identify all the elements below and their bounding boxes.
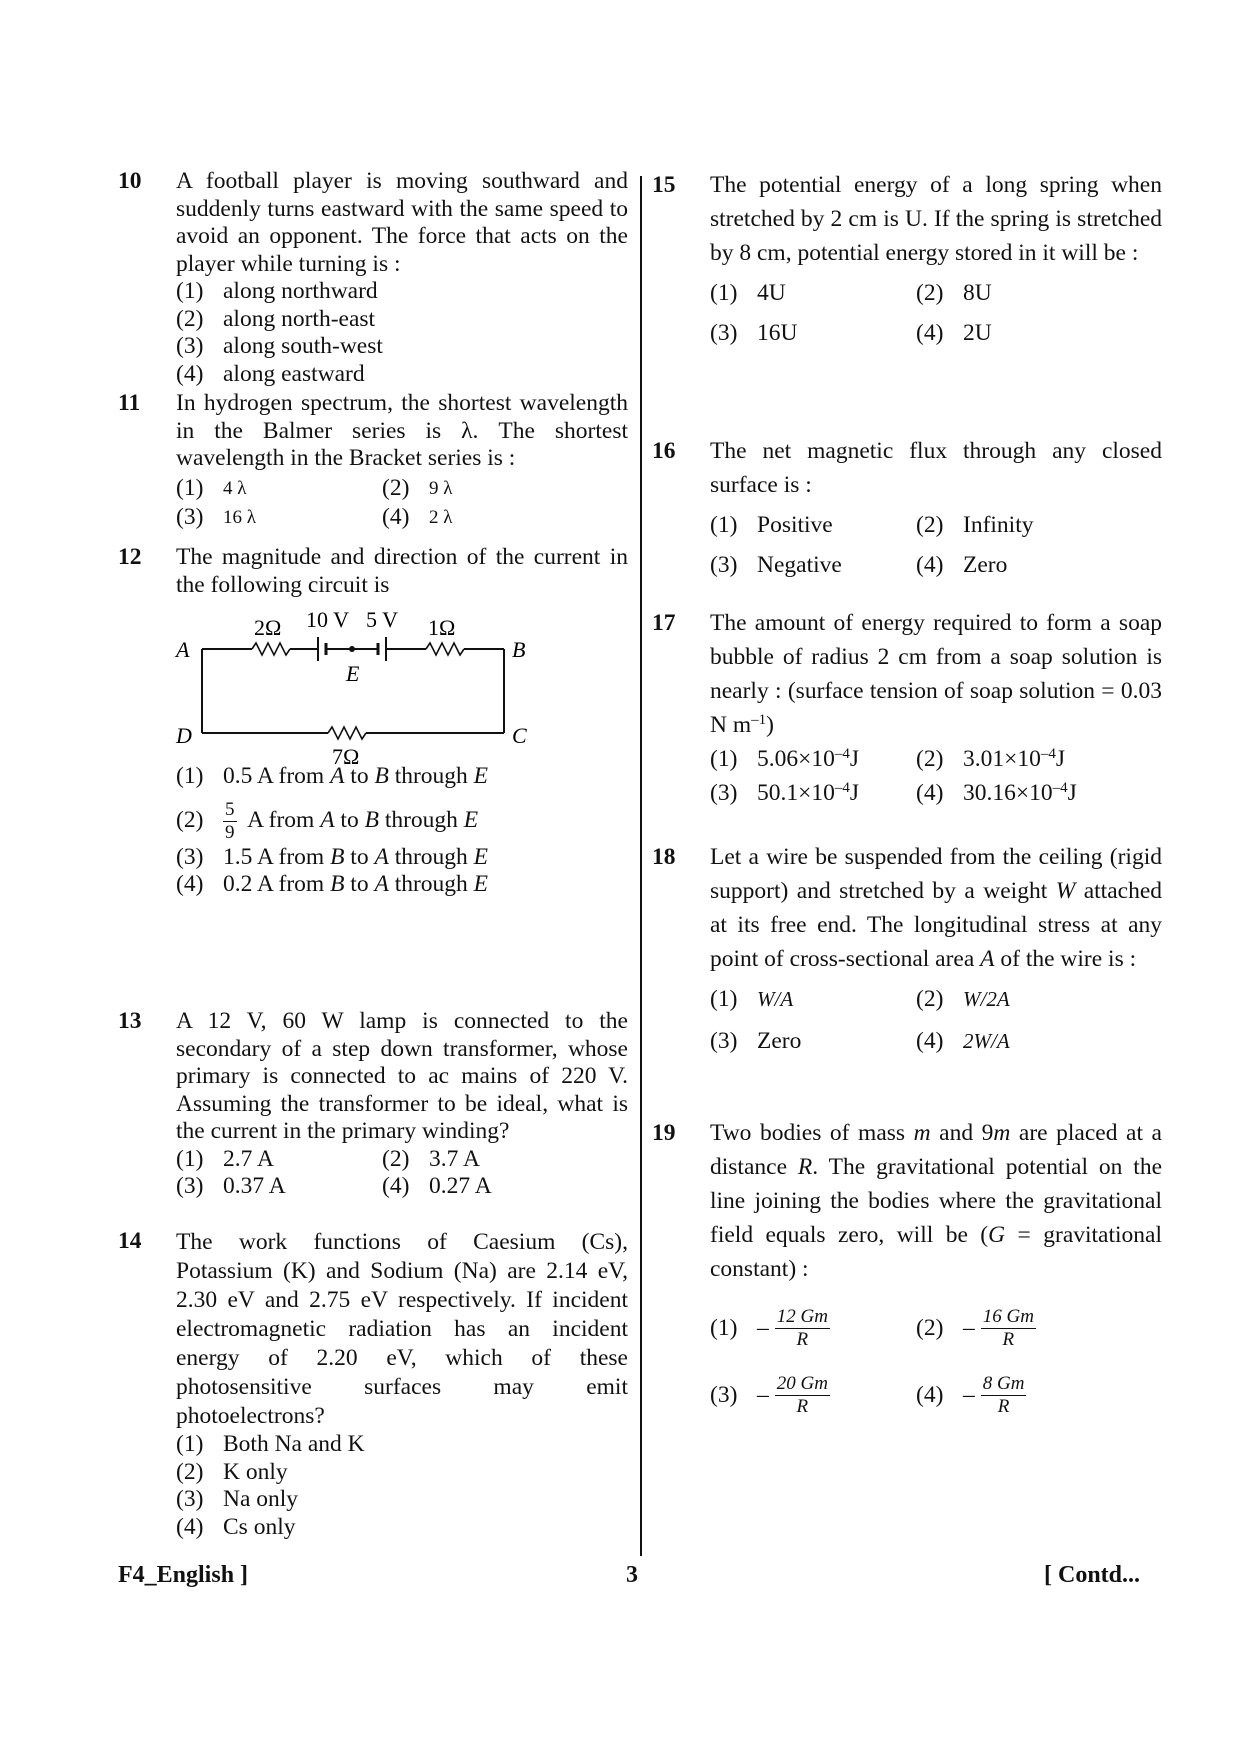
option-3[interactable]: (3) 16 λ <box>176 504 256 530</box>
node-a-label: A <box>176 637 190 662</box>
option-1[interactable]: (1) Positive <box>710 512 833 538</box>
question-text: The work functions of Caesium (Cs), Potassium (K) and Sodium (Na) are 2.14 eV, 2.30 eV and 2.75 eV respectively. If incident electromagnetic radiation has an incident energy of 2.20 eV, which of these photosensitive surfaces may emit photoelectrons? <box>176 1229 628 1429</box>
resistor-2-ohm-label: 2Ω <box>254 615 282 640</box>
question-text: A 12 V, 60 W lamp is connected to the secondary of a step down transformer, whose primary is connected to ac mains of 220 V. Assuming the transformer to be ideal, what is the current in the primary winding? <box>176 1008 628 1144</box>
option-3[interactable]: (3) Na only <box>176 1486 299 1512</box>
question-text: The potential energy of a long spring when stretched by 2 cm is U. If the spring is stretched by 8 cm, potential energy stored in it will be : <box>710 172 1162 266</box>
option-1[interactable]: (1) 4 λ <box>176 474 247 501</box>
option-4[interactable]: (4) 0.27 A <box>382 1173 492 1199</box>
option-2[interactable]: (2) 8U <box>916 280 992 306</box>
option-2[interactable]: (2) K only <box>176 1458 288 1485</box>
question-number: 14 <box>118 1228 142 1254</box>
option-1[interactable]: (1) 2.7 A <box>176 1145 274 1172</box>
option-2[interactable]: (2) W/2A <box>916 986 1010 1012</box>
option-3[interactable]: (3) Zero <box>710 1027 802 1054</box>
option-4[interactable]: (4) 2W/A <box>916 1027 1010 1054</box>
question-number: 15 <box>652 172 676 198</box>
node-b-label: B <box>512 637 526 662</box>
question-number: 17 <box>652 610 676 636</box>
option-3[interactable]: (3) – $\frac{20 Gm}{R}$ <box>710 1373 828 1417</box>
question-text: The magnitude and direction of the current in the following circuit is <box>176 544 628 598</box>
circuit-diagram <box>170 601 570 767</box>
resistor-1-ohm-label: 1Ω <box>428 615 456 640</box>
node-c-label: C <box>512 723 527 748</box>
option-2[interactable]: (2) along north-east <box>176 305 376 332</box>
cell-5v-label: 5 V <box>366 607 398 632</box>
question-number: 18 <box>652 844 676 870</box>
option-2[interactable]: (2) 3.7 A <box>382 1145 480 1172</box>
question-text: The net magnetic flux through any closed surface is : <box>710 438 1162 498</box>
option-2[interactable]: (2) $\frac{5}{9}$ A from A to B through E <box>176 798 479 843</box>
option-4[interactable]: (4) 2U <box>916 319 992 346</box>
footer-contd: [ Contd... <box>1044 1562 1141 1588</box>
column-divider <box>640 176 642 1556</box>
option-1[interactable]: (1) – $\frac{12 Gm}{R}$ <box>710 1306 828 1350</box>
footer-page-number: 3 <box>626 1562 638 1588</box>
question-number: 19 <box>652 1120 676 1146</box>
option-4[interactable]: (4) Cs only <box>176 1513 296 1540</box>
option-4[interactable]: (4) Zero <box>916 551 1008 578</box>
option-3[interactable]: (3) 0.37 A <box>176 1173 286 1199</box>
option-1[interactable]: (1) 4U <box>710 280 786 306</box>
option-1[interactable]: (1) 0.5 A from A to B through E <box>176 763 489 789</box>
question-text: Let a wire be suspended from the ceiling (rigid support) and stretched by a weight W attached at its free end. The longitudinal stress at any point of cross-sectional area A of the wire is : <box>710 844 1162 972</box>
question-number: 16 <box>652 438 676 464</box>
question-text: A football player is moving southward and suddenly turns eastward with the same speed to avoid an opponent. The force that acts on the player while turning is : <box>176 168 628 277</box>
option-2[interactable]: (2) – $\frac{16 Gm}{R}$ <box>916 1306 1034 1350</box>
option-2[interactable]: (2) Infinity <box>916 512 1034 538</box>
option-1[interactable]: (1) along northward <box>176 278 378 304</box>
footer-paper-code: F4_English ] <box>118 1562 249 1588</box>
option-4[interactable]: (4) along eastward <box>176 360 365 387</box>
question-number: 13 <box>118 1008 142 1034</box>
option-3[interactable]: (3) along south-west <box>176 333 383 359</box>
option-1[interactable]: (1) W/A <box>710 986 794 1012</box>
option-3[interactable]: (3) Negative <box>710 551 842 578</box>
option-4[interactable]: (4) – $\frac{8 Gm}{R}$ <box>916 1373 1025 1417</box>
option-3[interactable]: (3) $50.1\times 10^{-4}J$ <box>710 779 860 806</box>
fraction-5-9: $\frac{5}{9}$ <box>225 798 235 843</box>
option-4[interactable]: (4) 0.2 A from B to A through E <box>176 871 489 897</box>
question-number: 10 <box>118 168 142 194</box>
question-text: In hydrogen spectrum, the shortest wavelength in the Balmer series is λ. The shortest wavelength in the Bracket series is : <box>176 390 628 471</box>
resistor-7-ohm-label: 7Ω <box>332 744 360 767</box>
question-number: 12 <box>118 544 142 570</box>
option-4[interactable]: (4) $30.16\times 10^{-4}J$ <box>916 779 1077 806</box>
option-2[interactable]: (2) 9 λ <box>382 474 453 501</box>
option-4[interactable]: (4) 2 λ <box>382 504 453 530</box>
option-3[interactable]: (3) 16U <box>710 319 798 346</box>
cell-10v-label: 10 V <box>306 607 349 632</box>
option-1[interactable]: (1) $5.06\times 10^{-4}J$ <box>710 746 860 772</box>
node-d-label: D <box>176 723 192 748</box>
question-text: Two bodies of mass m and 9m are placed at a distance R. The gravitational potential on the line joining the bodies where the gravitational field equals zero, will be (G = gravitational constant) : <box>710 1120 1163 1282</box>
option-3[interactable]: (3) 1.5 A from B to A through E <box>176 843 489 870</box>
option-2[interactable]: (2) $3.01\times 10^{-4}J$ <box>916 746 1066 772</box>
node-e-label: E <box>346 661 360 686</box>
question-number: 11 <box>118 390 141 416</box>
question-text: The amount of energy required to form a soap bubble of radius 2 cm from a soap solution is nearly : (surface tension of soap solution = 0.03 N $m^{-1}$) <box>710 610 1162 738</box>
option-1[interactable]: (1) Both Na and K <box>176 1431 365 1457</box>
